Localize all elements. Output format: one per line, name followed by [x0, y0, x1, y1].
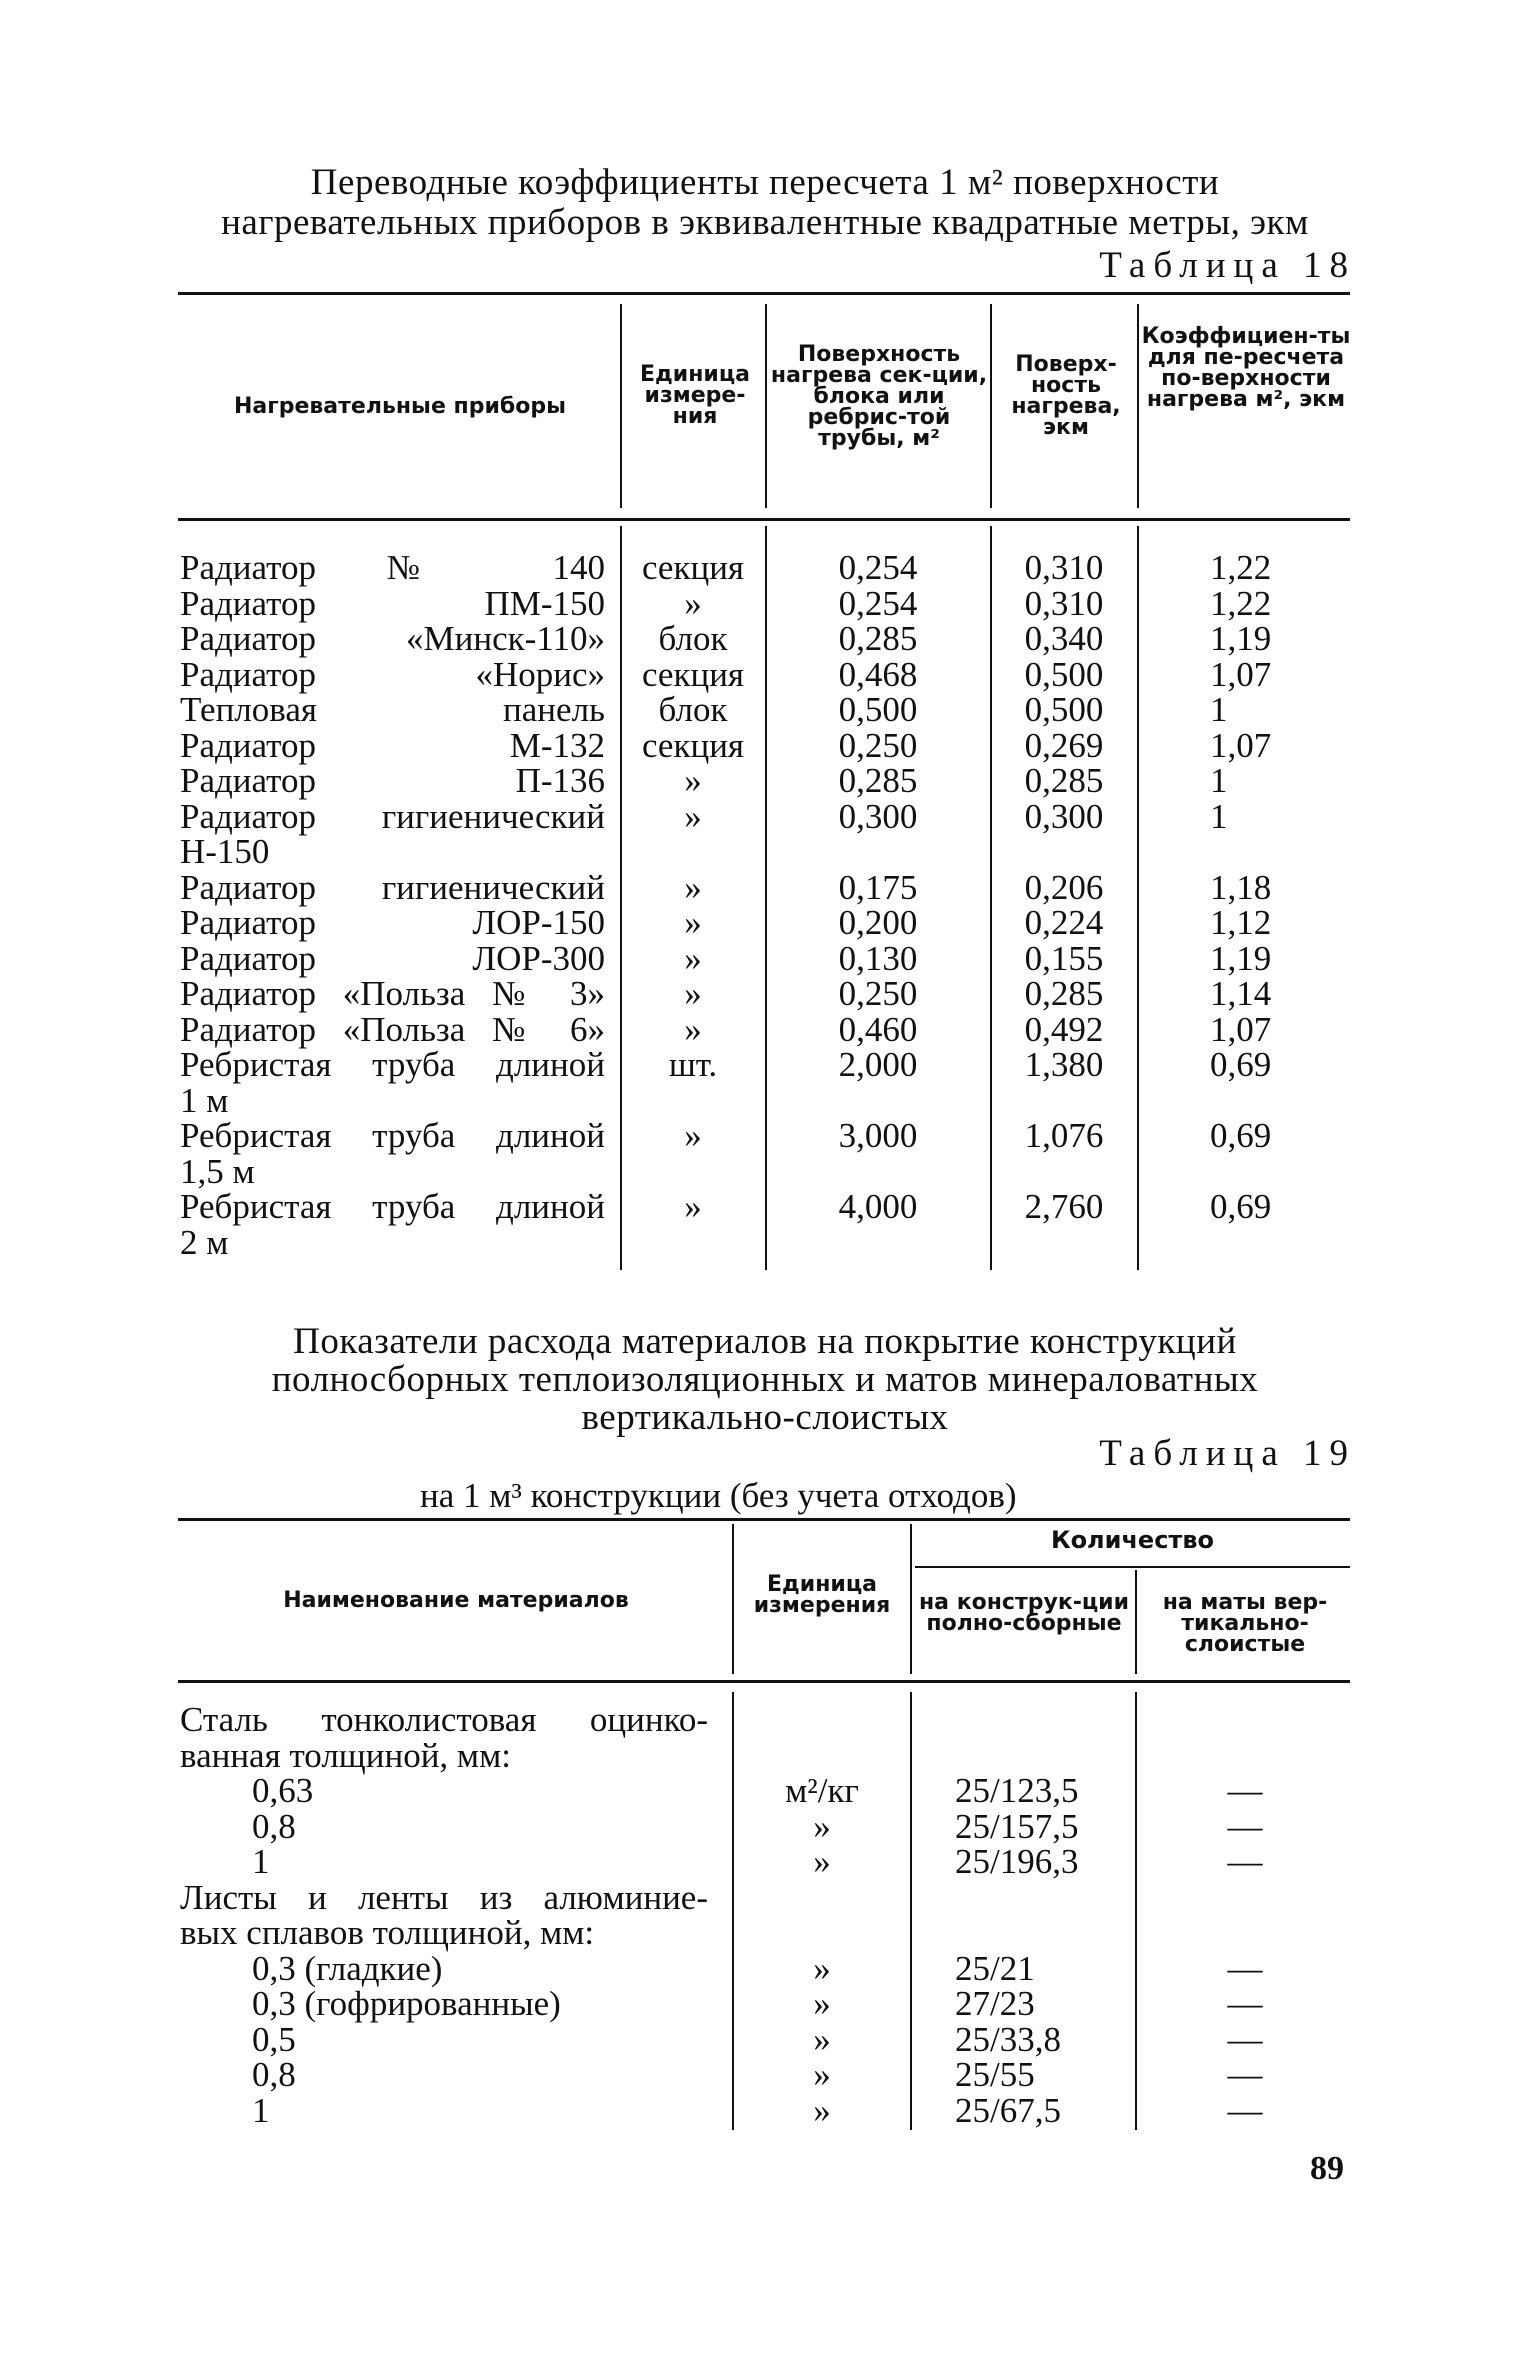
table18-row-unit: » [684, 974, 702, 1013]
table19-title-line3: вертикально-слоистых [581, 1397, 949, 1438]
table18-vline [1137, 304, 1139, 508]
table18-row-surface: 0,300 [838, 796, 918, 836]
table18-row-ekm: 0,285 [1024, 974, 1104, 1013]
table18-row-ekm: 0,224 [1024, 903, 1104, 942]
table18-row-name: Радиатор ПМ-150 [180, 583, 605, 623]
table18-row-coef: 0,69 [1210, 1045, 1272, 1084]
table19-row-mats: — [1227, 2019, 1263, 2059]
table18-header-rule [178, 518, 1350, 521]
table18-title-line2: нагревательных приборов в эквивалентные квадратные метры, экм [221, 202, 1309, 243]
table19-row-unit: » [813, 2055, 831, 2094]
table19-row-name: 0,5 [252, 2019, 296, 2059]
table18-row-coef: 1 [1210, 690, 1228, 729]
table18-row-surface: 4,000 [838, 1187, 918, 1226]
table18-vline [1137, 526, 1139, 1270]
table18-row-coef: 1,19 [1210, 619, 1272, 658]
table18-row-name: Радиатор М-132 [180, 725, 605, 765]
table19-vline [1135, 1570, 1137, 1674]
table18-row-unit: » [684, 796, 702, 836]
table18-label: Таблица 18 [1099, 245, 1356, 286]
table18-row-unit: » [684, 1187, 702, 1226]
table19-row-full: 25/33,8 [955, 2019, 1061, 2059]
table18-row-ekm: 0,155 [1024, 938, 1104, 978]
table18-row-surface: 0,250 [838, 725, 918, 765]
table18-vline [765, 304, 767, 508]
table18-row-unit: секция [641, 548, 745, 587]
table19-row-name: 1 [252, 2090, 270, 2130]
table18-row-coef: 1 [1210, 796, 1228, 836]
table18-row-ekm: 0,500 [1024, 690, 1104, 729]
table18-row-coef: 1 [1210, 761, 1228, 800]
table19-header-q-full: на конструк-ции полно-сборные [918, 1590, 1130, 1636]
table18-header-coef: Коэффициен-ты для пе-ресчета по-верхности нагрева м², экм [1141, 324, 1351, 412]
table18-row-name: Радиатор гигиенический [180, 867, 605, 907]
table18-row-ekm: 0,310 [1024, 583, 1104, 623]
table18-row-name: Радиатор № 140 [180, 548, 605, 587]
table19-quantity-rule [915, 1566, 1350, 1568]
table18-row-unit: блок [658, 690, 728, 729]
table19-row-unit: » [813, 1842, 831, 1881]
table18-row-name: Ребристая труба длиной [180, 1187, 605, 1226]
table19-header-rule [178, 1680, 1350, 1683]
table18-row-unit: секция [641, 654, 745, 694]
table18-row-name: Радиатор «Минск-110» [180, 619, 605, 658]
table18-row-coef: 1,22 [1210, 548, 1272, 587]
table19-vline [1135, 1692, 1137, 2130]
table19-row-mats: — [1227, 1806, 1263, 1846]
table18-row-name: Ребристая труба длиной [180, 1045, 605, 1084]
table18-row-name-cont: 1 м [180, 1080, 229, 1120]
table18-vline [990, 526, 992, 1270]
table18-row-unit: » [684, 867, 702, 907]
table18-row-ekm: 2,760 [1024, 1187, 1104, 1226]
table18-row-coef: 1,14 [1210, 974, 1272, 1013]
table18-row-unit: секция [641, 725, 745, 765]
table19-row-mats: — [1227, 2055, 1263, 2094]
table18-row-name: Ребристая труба длиной [180, 1116, 605, 1155]
table19-row-group-cont: вых сплавов толщиной, мм: [180, 1913, 595, 1952]
table19-row-full: 25/21 [955, 1948, 1035, 1988]
table18-row-unit: » [684, 903, 702, 942]
table19-label: Таблица 19 [1099, 1433, 1356, 1474]
table19-row-group: Сталь тонколистовая оцинко- [180, 1700, 708, 1739]
table19-vline [910, 1524, 912, 1674]
table19-row-unit: » [813, 1806, 831, 1846]
table19-header-q-mats: на маты вер-тикально-слоистые [1162, 1590, 1328, 1657]
table19-row-group: Листы и ленты из алюминие- [180, 1877, 708, 1917]
table18-row-coef: 1,18 [1210, 867, 1272, 907]
table19-header-unit: Единица измерения [753, 1572, 891, 1618]
table18-vline [990, 304, 992, 508]
table18-row-unit: » [684, 1116, 702, 1155]
table18-row-ekm: 1,380 [1024, 1045, 1104, 1084]
table19-row-unit: » [813, 1984, 831, 2023]
table18-vline [765, 526, 767, 1270]
table18-row-surface: 0,200 [838, 903, 918, 942]
table18-row-surface: 0,250 [838, 974, 918, 1013]
table18-row-unit: блок [658, 619, 728, 658]
table18-row-ekm: 0,492 [1024, 1009, 1104, 1049]
table18-row-name: Тепловая панель [180, 690, 605, 729]
table19-row-unit: » [813, 1948, 831, 1988]
table18-row-surface: 0,285 [838, 619, 918, 658]
table18-header-devices: Нагревательные приборы [233, 394, 567, 419]
table18-row-name: Радиатор гигиенический [180, 796, 605, 836]
table19-row-full: 25/67,5 [955, 2090, 1061, 2130]
table19-row-full: 25/157,5 [955, 1806, 1079, 1846]
table19-title-line1: Показатели расхода материалов на покрытие конструкций [293, 1321, 1237, 1362]
table19-vline [732, 1692, 734, 2130]
table18-row-surface: 0,254 [838, 548, 918, 587]
table19-row-name: 0,8 [252, 2055, 296, 2094]
table18-row-surface: 0,175 [838, 867, 918, 907]
table18-row-name: Радиатор П-136 [180, 761, 605, 800]
table18-row-coef: 0,69 [1210, 1187, 1272, 1226]
table18-row-name-cont: Н-150 [180, 832, 270, 871]
table18-row-ekm: 0,340 [1024, 619, 1104, 658]
table18-row-ekm: 0,206 [1024, 867, 1104, 907]
table19-row-full: 27/23 [955, 1984, 1035, 2023]
table18-header-unit: Единица измере-ния [640, 362, 750, 429]
table18-row-coef: 1,22 [1210, 583, 1272, 623]
table19-row-group-cont: ванная толщиной, мм: [180, 1735, 511, 1775]
table18-row-ekm: 0,310 [1024, 548, 1104, 587]
table19-header-material: Наименование материалов [283, 1588, 629, 1613]
table18-header-surface: Поверхность нагрева сек-ции, блока или ребрис-той трубы, м² [770, 342, 988, 451]
table18-row-surface: 3,000 [838, 1116, 918, 1155]
table19-row-unit: » [813, 2090, 831, 2130]
table18-row-surface: 0,500 [838, 690, 918, 729]
table18-row-name: Радиатор «Польза № 6» [180, 1009, 605, 1049]
table18-row-coef: 0,69 [1210, 1116, 1272, 1155]
table19-header-quantity: Количество [1050, 1526, 1215, 1554]
table18-row-surface: 0,130 [838, 938, 918, 978]
table18-row-unit: шт. [668, 1045, 718, 1084]
table18-row-name: Радиатор ЛОР-150 [180, 903, 605, 942]
table18-row-ekm: 1,076 [1024, 1116, 1104, 1155]
page-number: 89 [1310, 2150, 1344, 2187]
table18-row-unit: » [684, 761, 702, 800]
table18-header-surface-ekm: Поверх-ность нагрева, экм [1011, 352, 1121, 440]
table18-row-coef: 1,07 [1210, 725, 1272, 765]
table18-row-ekm: 0,300 [1024, 796, 1104, 836]
table19-row-name: 1 [252, 1842, 270, 1881]
table18-row-ekm: 0,285 [1024, 761, 1104, 800]
table19-row-unit: » [813, 2019, 831, 2059]
table19-row-mats: — [1227, 1771, 1263, 1810]
table19-row-mats: — [1227, 1984, 1263, 2023]
table18-row-coef: 1,19 [1210, 938, 1272, 978]
table19-row-full: 25/55 [955, 2055, 1035, 2094]
table18-row-surface: 0,285 [838, 761, 918, 800]
table18-row-coef: 1,07 [1210, 1009, 1272, 1049]
table18-title-line1: Переводные коэффициенты пересчета 1 м² поверхности [310, 162, 1220, 203]
table18-row-name: Радиатор «Польза № 3» [180, 974, 605, 1013]
table18-row-coef: 1,07 [1210, 654, 1272, 694]
table19-row-mats: — [1227, 2090, 1263, 2130]
table18-row-surface: 0,254 [838, 583, 918, 623]
table18-row-name-cont: 2 м [180, 1222, 229, 1262]
table19-row-mats: — [1227, 1948, 1263, 1988]
table18-row-surface: 0,460 [838, 1009, 918, 1049]
table19-top-rule [178, 1518, 1350, 1521]
table18-row-name: Радиатор «Норис» [180, 654, 605, 694]
table19-title-line2: полносборных теплоизоляционных и матов минераловатных [271, 1359, 1259, 1400]
table19-row-unit: м²/кг [785, 1771, 859, 1810]
table19-row-name: 0,3 (гофрированные) [252, 1984, 561, 2023]
table19-row-name: 0,63 [252, 1771, 314, 1810]
table18-row-unit: » [684, 1009, 702, 1049]
table19-row-mats: — [1227, 1842, 1263, 1881]
table18-row-ekm: 0,269 [1024, 725, 1104, 765]
table18-row-unit: » [684, 583, 702, 623]
table19-vline [910, 1692, 912, 2130]
table18-row-coef: 1,12 [1210, 903, 1272, 942]
table18-row-name-cont: 1,5 м [180, 1151, 255, 1191]
table18-row-ekm: 0,500 [1024, 654, 1104, 694]
table19-row-name: 0,3 (гладкие) [252, 1948, 443, 1988]
table18-row-surface: 0,468 [838, 654, 918, 694]
table19-vline [732, 1524, 734, 1674]
table19-row-name: 0,8 [252, 1806, 296, 1846]
table18-row-surface: 2,000 [838, 1045, 918, 1084]
table18-row-name: Радиатор ЛОР-300 [180, 938, 605, 978]
table18-vline [620, 304, 622, 508]
table19-row-full: 25/196,3 [955, 1842, 1079, 1881]
table19-subtitle: на 1 м³ конструкции (без учета отходов) [420, 1476, 1017, 1515]
table18-row-unit: » [684, 938, 702, 978]
table18-top-rule [178, 292, 1350, 295]
table19-row-full: 25/123,5 [955, 1771, 1079, 1810]
